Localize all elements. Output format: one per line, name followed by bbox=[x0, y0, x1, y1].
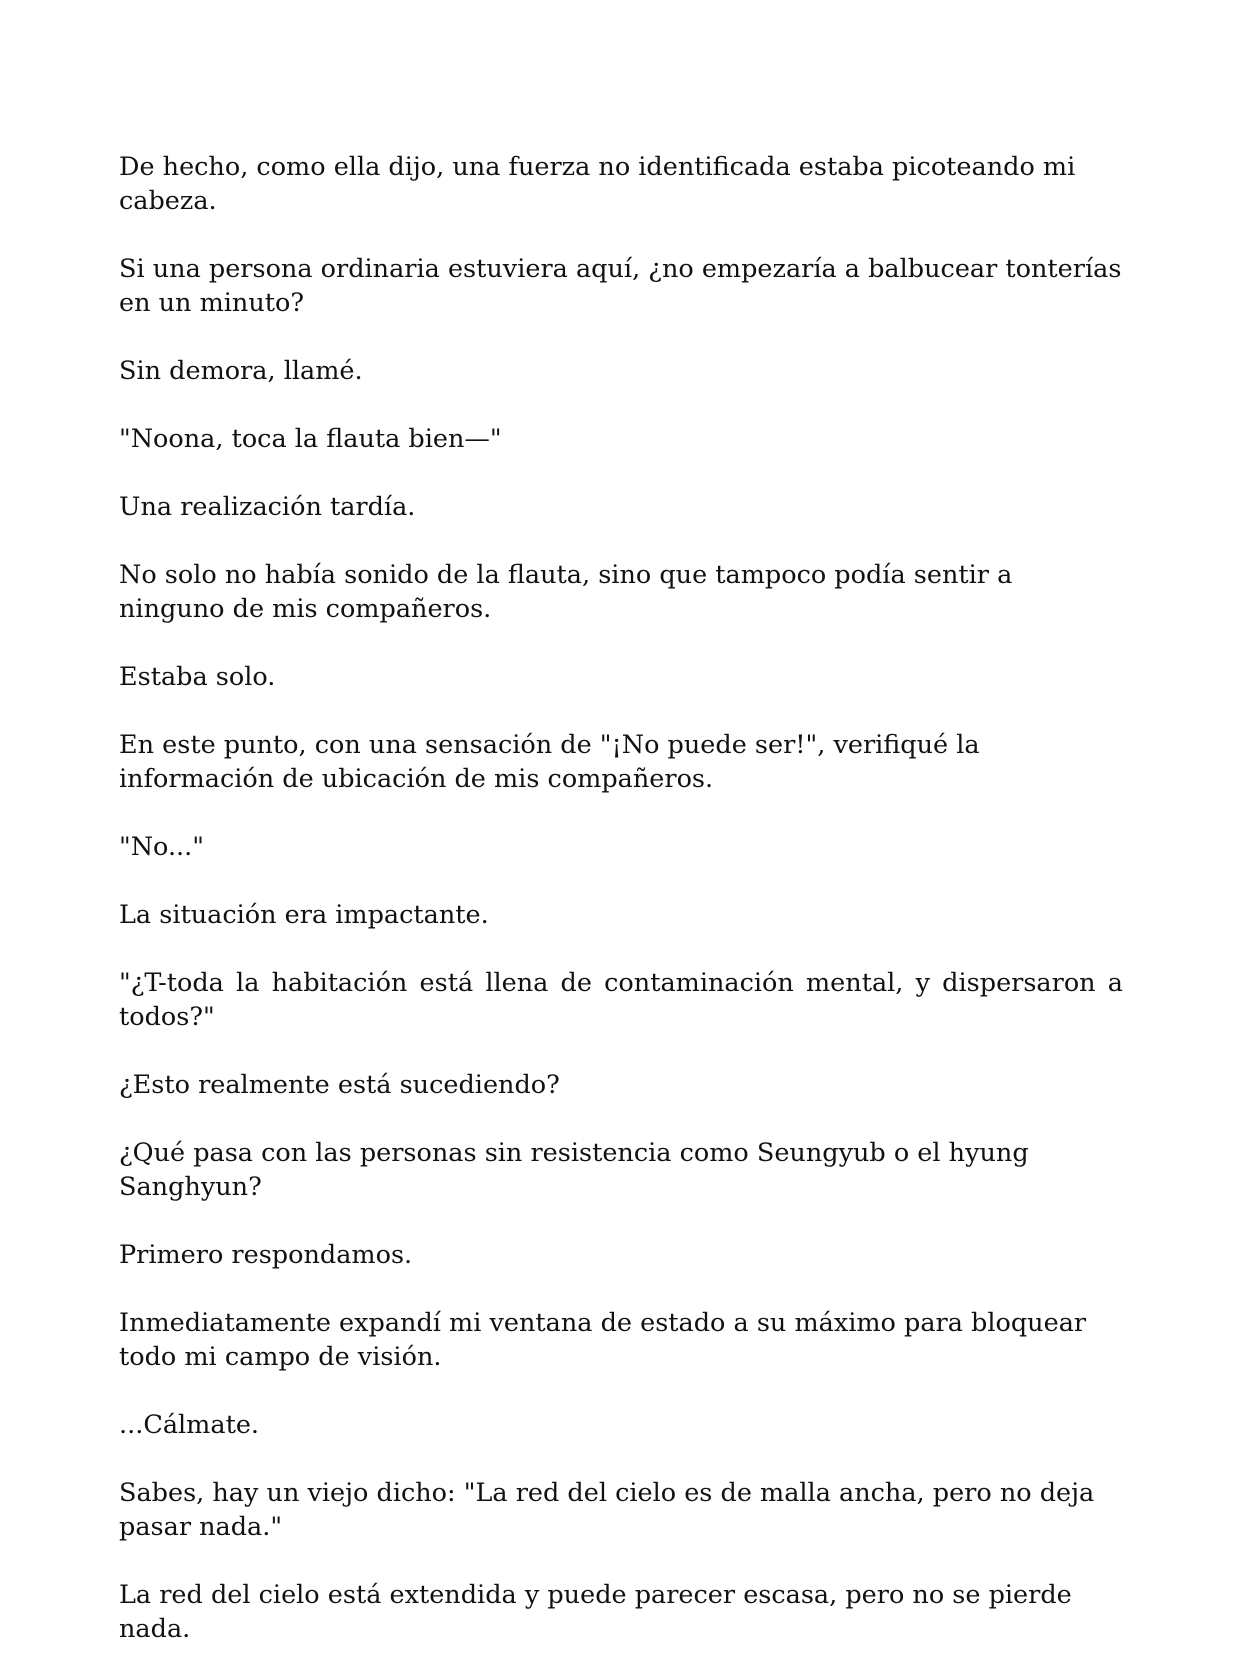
paragraph: No solo no había sonido de la flauta, sino que tampoco podía sentir a ninguno de mis compañeros. bbox=[119, 560, 1013, 624]
paragraph: ...Cálmate. bbox=[119, 1410, 260, 1440]
paragraph: ¿Qué pasa con las personas sin resistencia como Seungyub o el hyung Sanghyun? bbox=[119, 1138, 1029, 1202]
paragraph: ¿Esto realmente está sucediendo? bbox=[119, 1070, 560, 1100]
paragraph: En este punto, con una sensación de "¡No puede ser!", verifiqué la información de ubicación de mis compañeros. bbox=[119, 730, 980, 794]
paragraph: Si una persona ordinaria estuviera aquí, ¿no empezaría a balbucear tonterías en un minuto? bbox=[119, 254, 1122, 318]
paragraph: Una realización tardía. bbox=[119, 492, 416, 522]
paragraph: Inmediatamente expandí mi ventana de estado a su máximo para bloquear todo mi campo de visión. bbox=[119, 1308, 1087, 1372]
paragraph: La red del cielo está extendida y puede parecer escasa, pero no se pierde nada. bbox=[119, 1580, 1072, 1644]
document-body bbox=[119, 150, 1123, 1680]
paragraph: De hecho, como ella dijo, una fuerza no identificada estaba picoteando mi cabeza. bbox=[119, 152, 1076, 216]
paragraph: Sabes, hay un viejo dicho: "La red del cielo es de malla ancha, pero no deja pasar nada." bbox=[119, 1478, 1095, 1542]
paragraph: "Noona, toca la flauta bien—" bbox=[119, 424, 502, 454]
paragraph: Sin demora, llamé. bbox=[119, 356, 363, 386]
paragraph: "¿T-toda la habitación está llena de contaminación mental, y dispersaron a todos?" bbox=[119, 968, 1123, 1032]
paragraph: La situación era impactante. bbox=[119, 900, 489, 930]
paragraph: "No..." bbox=[119, 832, 204, 862]
paragraph: Estaba solo. bbox=[119, 662, 276, 692]
paragraph: Primero respondamos. bbox=[119, 1240, 413, 1270]
